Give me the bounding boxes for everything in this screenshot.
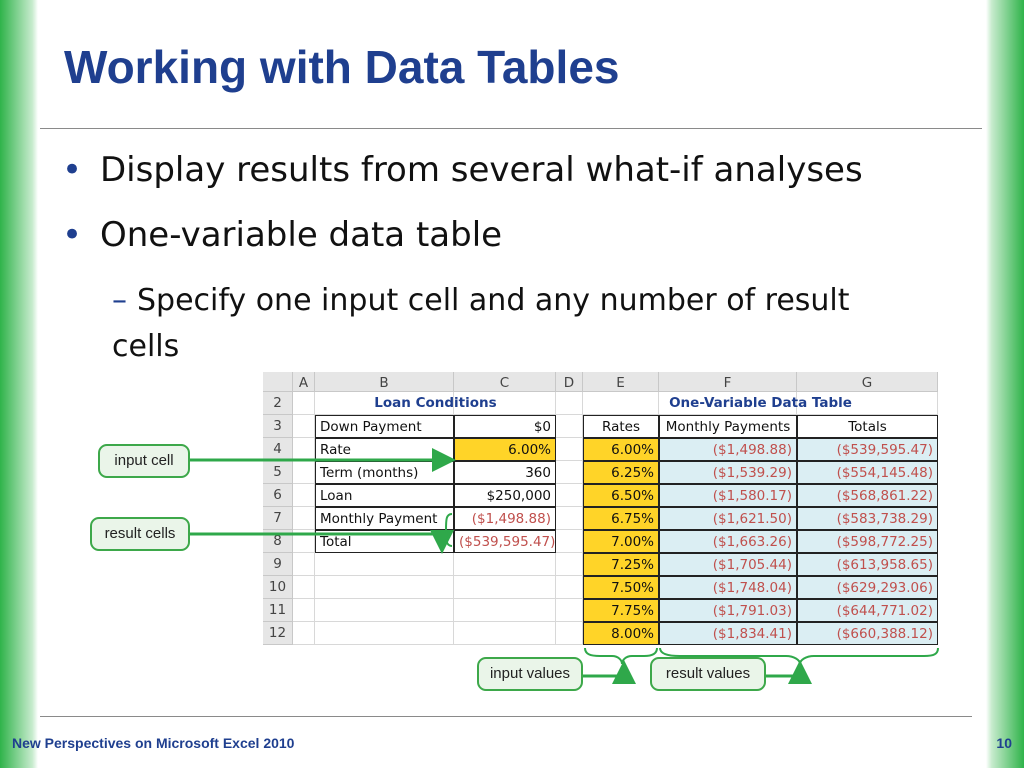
row-header: 10	[263, 576, 293, 599]
row-header: 9	[263, 553, 293, 576]
loan-value: ($539,595.47)	[454, 530, 556, 553]
data-table-title: One-Variable Data Table	[669, 395, 852, 411]
row-header: 7	[263, 507, 293, 530]
loan-value: 6.00%	[454, 438, 556, 461]
loan-label: Loan	[315, 484, 454, 507]
monthly-payment-result: ($1,498.88)	[659, 438, 797, 461]
monthly-payment-result: ($1,621.50)	[659, 507, 797, 530]
result-cells-brace	[446, 514, 452, 546]
rate-input-value: 7.50%	[583, 576, 659, 599]
loan-label: Rate	[315, 438, 454, 461]
loan-value: ($1,498.88)	[454, 507, 556, 530]
row-header: 11	[263, 599, 293, 622]
column-header: A	[293, 372, 315, 392]
loan-label: Total	[315, 530, 454, 553]
rate-input-value: 7.00%	[583, 530, 659, 553]
loan-value: $0	[454, 415, 556, 438]
column-header: B	[315, 372, 454, 392]
bullet-1-text: Display results from several what-if analyses	[100, 150, 863, 190]
column-header: E	[583, 372, 659, 392]
total-result: ($660,388.12)	[797, 622, 938, 645]
monthly-payment-result: ($1,834.41)	[659, 622, 797, 645]
loan-label: Monthly Payment	[315, 507, 454, 530]
footer-divider	[40, 716, 972, 717]
monthly-payment-result: ($1,748.04)	[659, 576, 797, 599]
loan-label: Down Payment	[315, 415, 454, 438]
footer-text: New Perspectives on Microsoft Excel 2010	[12, 735, 295, 751]
data-table-header: Totals	[797, 415, 938, 438]
input-values-arrow	[582, 666, 624, 676]
slide-title: Working with Data Tables	[64, 41, 620, 93]
column-header: D	[556, 372, 583, 392]
rate-input-value: 6.75%	[583, 507, 659, 530]
total-result: ($554,145.48)	[797, 461, 938, 484]
result-values-arrow	[766, 666, 800, 676]
column-header: F	[659, 372, 797, 392]
row-header: 12	[263, 622, 293, 645]
row-header: 2	[263, 392, 293, 415]
loan-label: Term (months)	[315, 461, 454, 484]
monthly-payment-result: ($1,539.29)	[659, 461, 797, 484]
total-result: ($629,293.06)	[797, 576, 938, 599]
rate-input-value: 8.00%	[583, 622, 659, 645]
data-table-header: Monthly Payments	[659, 415, 797, 438]
input-values-brace	[585, 648, 657, 664]
page-number: 10	[996, 735, 1012, 751]
bullet-dot-icon: •	[62, 215, 83, 255]
result-cells-callout: result cells	[90, 517, 190, 551]
loan-conditions-title: Loan Conditions	[374, 395, 497, 411]
bullet-dot-icon: •	[62, 150, 83, 190]
bullet-2-text: One-variable data table	[100, 215, 503, 255]
row-header: 8	[263, 530, 293, 553]
row-header: 5	[263, 461, 293, 484]
total-result: ($598,772.25)	[797, 530, 938, 553]
row-header: 6	[263, 484, 293, 507]
row-header: 3	[263, 415, 293, 438]
monthly-payment-result: ($1,663.26)	[659, 530, 797, 553]
monthly-payment-result: ($1,705.44)	[659, 553, 797, 576]
dash-icon: –	[112, 283, 127, 318]
result-cells-arrow	[190, 534, 442, 548]
column-header: G	[797, 372, 938, 392]
total-result: ($644,771.02)	[797, 599, 938, 622]
column-header: C	[454, 372, 556, 392]
rate-input-value: 7.75%	[583, 599, 659, 622]
rate-input-value: 6.25%	[583, 461, 659, 484]
loan-value: 360	[454, 461, 556, 484]
rate-input-value: 6.00%	[583, 438, 659, 461]
rate-input-value: 6.50%	[583, 484, 659, 507]
input-cell-callout: input cell	[98, 444, 190, 478]
sub-bullet-text: Specify one input cell and any number of result cells	[112, 283, 850, 364]
result-values-callout: result values	[650, 657, 766, 691]
total-result: ($583,738.29)	[797, 507, 938, 530]
total-result: ($613,958.65)	[797, 553, 938, 576]
monthly-payment-result: ($1,791.03)	[659, 599, 797, 622]
rate-input-value: 7.25%	[583, 553, 659, 576]
monthly-payment-result: ($1,580.17)	[659, 484, 797, 507]
total-result: ($539,595.47)	[797, 438, 938, 461]
row-header: 4	[263, 438, 293, 461]
loan-value: $250,000	[454, 484, 556, 507]
data-table-header: Rates	[583, 415, 659, 438]
input-values-callout: input values	[477, 657, 583, 691]
total-result: ($568,861.22)	[797, 484, 938, 507]
